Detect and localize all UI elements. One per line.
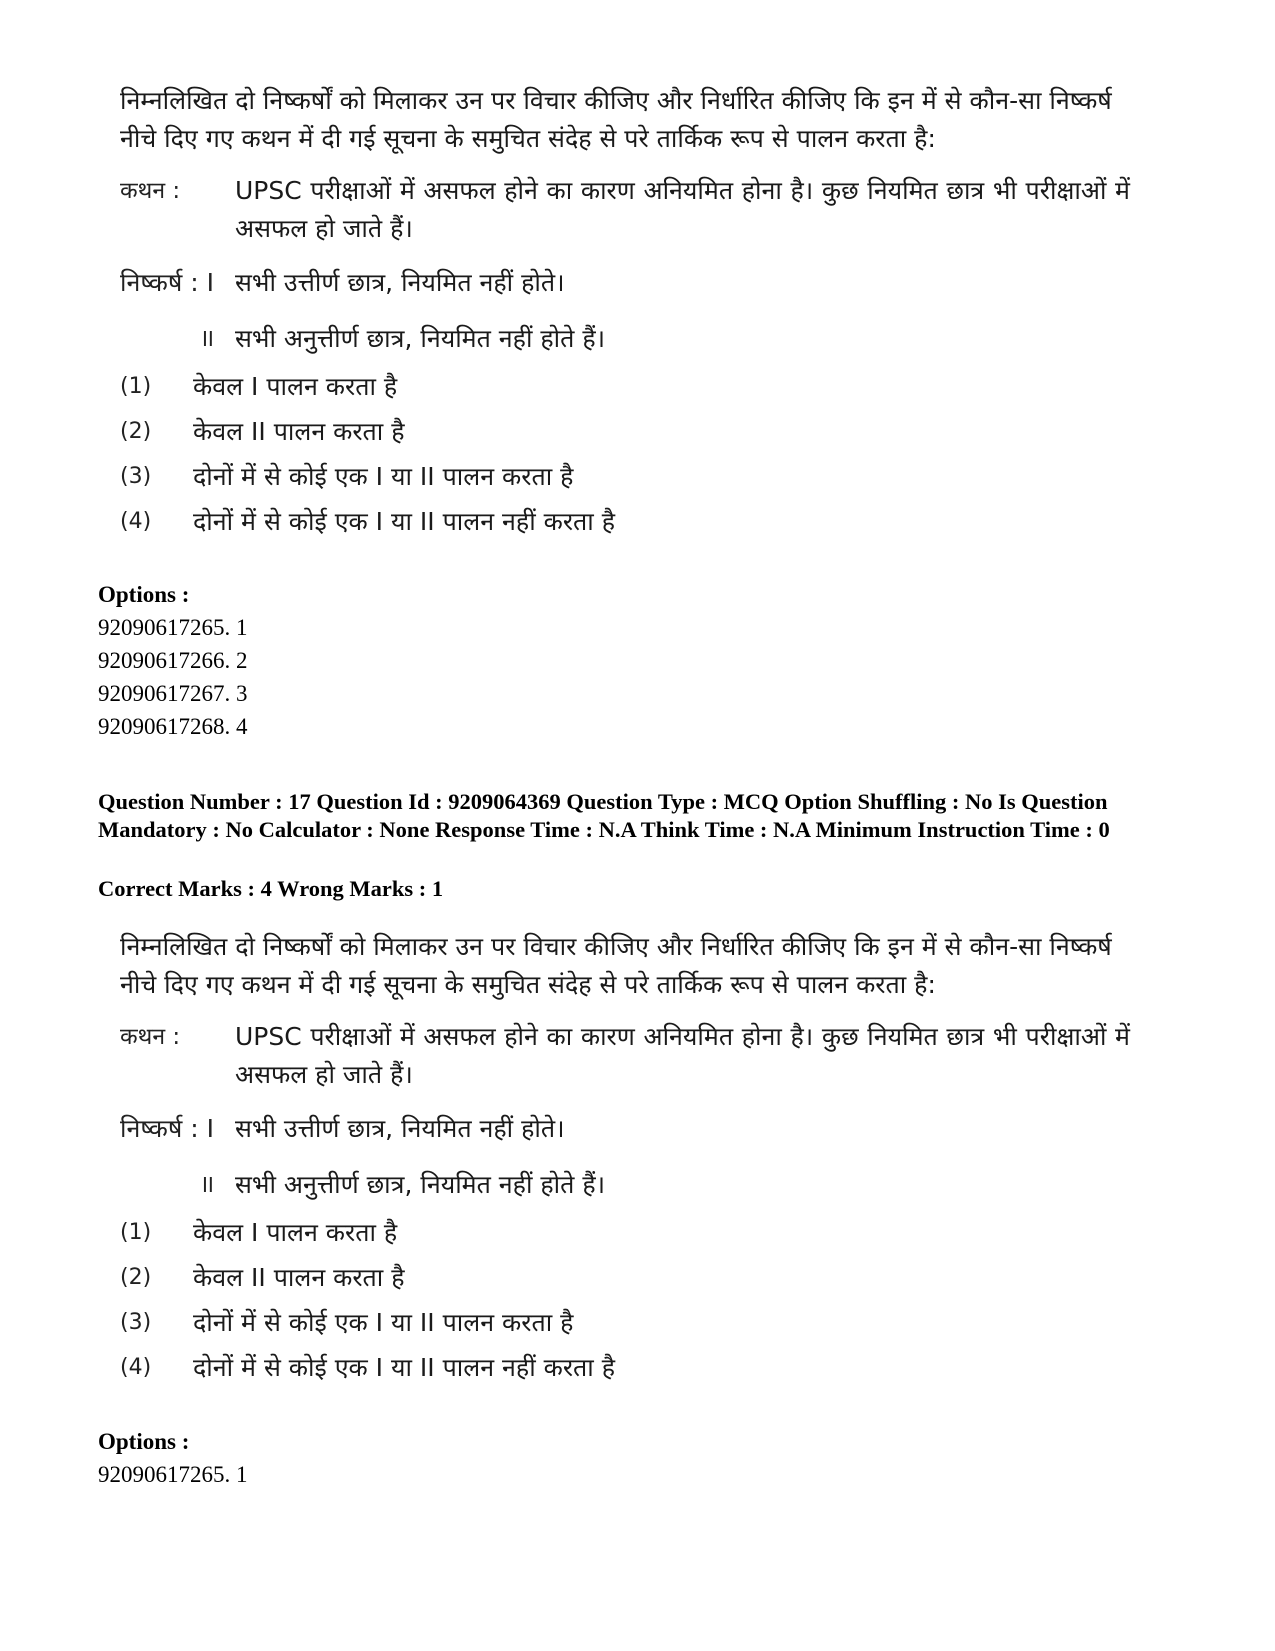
choice-text: केवल II पालन करता है [193, 1263, 405, 1292]
option-line: 92090617268. 4 [98, 714, 248, 739]
conclusion-1-row [120, 1110, 1130, 1148]
statement-row [120, 172, 1130, 248]
conclusion-2-label: II [202, 1173, 214, 1197]
conclusion-2-row [120, 320, 1130, 358]
choice-text: दोनों में से कोई एक I या II पालन नहीं करता है [193, 507, 615, 536]
choice-text: केवल I पालन करता है [193, 1218, 398, 1247]
conclusion-1-row [120, 264, 1130, 302]
choice-number: (2) [120, 1265, 152, 1290]
question-intro: निम्नलिखित दो निष्कर्षों को मिलाकर उन पर विचार कीजिए और निर्धारित कीजिए कि इन में से कौन-सा निष्कर्ष नीचे दिए गए कथन में दी गई सूचना के समुचित संदेह से परे तार्किक रूप से पालन करता है: [120, 86, 1112, 153]
choice-item [120, 1349, 1130, 1387]
statement-text: UPSC परीक्षाओं में असफल होने का कारण अनियमित होना है। कुछ नियमित छात्र भी परीक्षाओं में असफल हो जाते हैं। [235, 1022, 1130, 1089]
options-block-2 [98, 1425, 1178, 1491]
question-image-1 [120, 82, 1130, 541]
conclusion-2-row [120, 1166, 1130, 1204]
question-intro: निम्नलिखित दो निष्कर्षों को मिलाकर उन पर विचार कीजिए और निर्धारित कीजिए कि इन में से कौन-सा निष्कर्ष नीचे दिए गए कथन में दी गई सूचना के समुचित संदेह से परे तार्किक रूप से पालन करता है: [120, 932, 1112, 999]
conclusion-label: निष्कर्ष : I [120, 268, 215, 297]
choice-text: दोनों में से कोई एक I या II पालन करता है [193, 1308, 574, 1337]
conclusion-2-text: सभी अनुत्तीर्ण छात्र, नियमित नहीं होते हैं। [235, 1170, 606, 1199]
option-line: 92090617266. 2 [98, 648, 248, 673]
choice-text: केवल I पालन करता है [193, 372, 398, 401]
statement-label: कथन : [120, 178, 181, 204]
marks-line: Correct Marks : 4 Wrong Marks : 1 [98, 876, 444, 901]
choice-number: (2) [120, 419, 152, 444]
choice-item [120, 1304, 1130, 1342]
conclusion-2-text: सभी अनुत्तीर्ण छात्र, नियमित नहीं होते हैं। [235, 324, 606, 353]
conclusion-2-label: II [202, 327, 214, 351]
choice-number: (4) [120, 509, 152, 534]
question-image-2 [120, 928, 1130, 1387]
choice-text: दोनों में से कोई एक I या II पालन नहीं करता है [193, 1353, 615, 1382]
answer-choices [120, 368, 1130, 541]
options-heading: Options : [98, 582, 190, 607]
statement-label: कथन : [120, 1024, 181, 1050]
statement-row [120, 1018, 1130, 1094]
conclusion-1-text: सभी उत्तीर्ण छात्र, नियमित नहीं होते। [235, 1114, 565, 1143]
conclusion-1-text: सभी उत्तीर्ण छात्र, नियमित नहीं होते। [235, 268, 565, 297]
choice-item [120, 1259, 1130, 1297]
choice-number: (3) [120, 1310, 152, 1335]
options-block-1 [98, 578, 1178, 743]
choice-number: (3) [120, 464, 152, 489]
answer-choices [120, 1214, 1130, 1387]
choice-item [120, 458, 1130, 496]
choice-item [120, 413, 1130, 451]
option-line: 92090617265. 1 [98, 615, 248, 640]
conclusion-label: निष्कर्ष : I [120, 1114, 215, 1143]
statement-text: UPSC परीक्षाओं में असफल होने का कारण अनियमित होना है। कुछ नियमित छात्र भी परीक्षाओं में असफल हो जाते हैं। [235, 176, 1130, 243]
choice-item [120, 503, 1130, 541]
option-line: 92090617265. 1 [98, 1462, 248, 1487]
choice-item [120, 1214, 1130, 1252]
choice-item [120, 368, 1130, 406]
choice-number: (4) [120, 1355, 152, 1380]
choice-number: (1) [120, 374, 152, 399]
options-heading: Options : [98, 1429, 190, 1454]
question-info: Question Number : 17 Question Id : 9209064369 Question Type : MCQ Option Shuffling : No Is Question Mandatory : No Calculator : None Response Time : N.A Think Time : N.A Minimum Instruction Time : 0 [98, 789, 1110, 842]
choice-text: केवल II पालन करता है [193, 417, 405, 446]
choice-text: दोनों में से कोई एक I या II पालन करता है [193, 462, 574, 491]
choice-number: (1) [120, 1220, 152, 1245]
option-line: 92090617267. 3 [98, 681, 248, 706]
